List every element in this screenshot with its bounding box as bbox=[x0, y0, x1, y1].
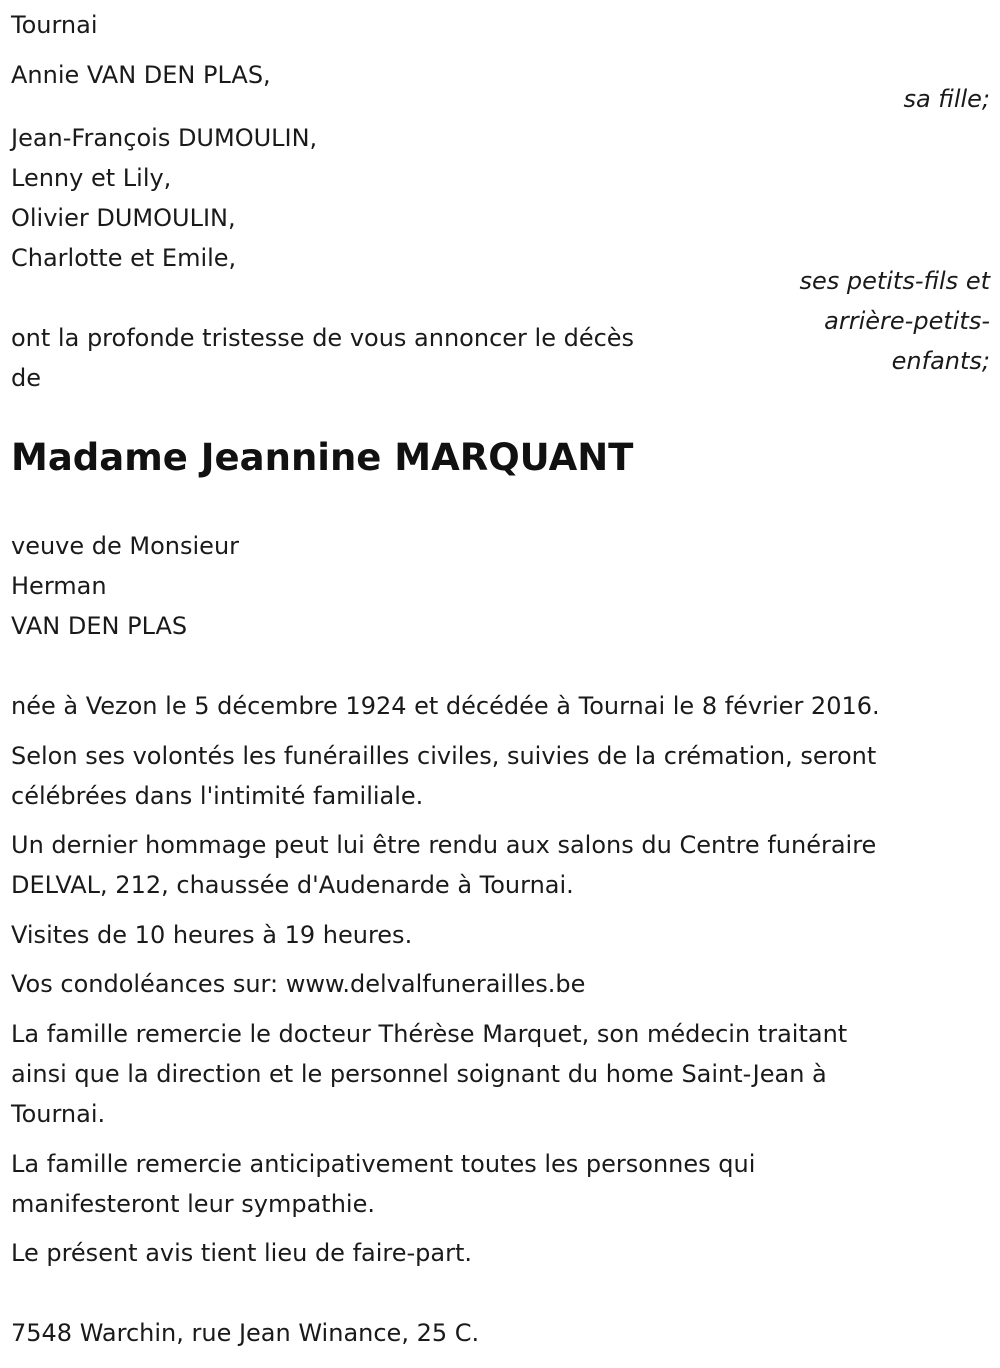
grandchildren-relation: ses petits-fils et bbox=[799, 267, 990, 295]
grandchild-name: Jean-François DUMOULIN, bbox=[11, 124, 318, 152]
birth-death-info: née à Vezon le 5 décembre 1924 et décédée à Tournai le 8 février 2016. bbox=[11, 692, 880, 720]
notice-statement: Le présent avis tient lieu de faire-part. bbox=[11, 1239, 473, 1267]
thanks-doctor: ainsi que la direction et le personnel soignant du home Saint-Jean à bbox=[11, 1060, 827, 1088]
thanks-doctor: La famille remercie le docteur Thérèse Marquet, son médecin traitant bbox=[11, 1020, 848, 1048]
tribute-info: DELVAL, 212, chaussée d'Audenarde à Tournai. bbox=[11, 871, 574, 899]
widow-of-line: Herman bbox=[11, 572, 107, 600]
tribute-info: Un dernier hommage peut lui être rendu aux salons du Centre funéraire bbox=[11, 831, 877, 859]
funeral-info: Selon ses volontés les funérailles civiles, suivies de la crémation, seront bbox=[11, 742, 877, 770]
thanks-doctor: Tournai. bbox=[11, 1100, 106, 1128]
address: 7548 Warchin, rue Jean Winance, 25 C. bbox=[11, 1319, 480, 1347]
city-heading: Tournai bbox=[11, 11, 98, 39]
announcement-text: ont la profonde tristesse de vous annoncer le décès bbox=[11, 324, 635, 352]
funeral-info: célébrées dans l'intimité familiale. bbox=[11, 782, 424, 810]
widow-of-line: VAN DEN PLAS bbox=[11, 612, 188, 640]
thanks-all: La famille remercie anticipativement toutes les personnes qui bbox=[11, 1150, 756, 1178]
deceased-name: Madame Jeannine MARQUANT bbox=[11, 436, 634, 479]
grandchildren-relation: enfants; bbox=[891, 347, 990, 375]
announcement-text: de bbox=[11, 364, 41, 392]
grandchildren-relation: arrière-petits- bbox=[824, 307, 990, 335]
visiting-hours: Visites de 10 heures à 19 heures. bbox=[11, 921, 413, 949]
grandchild-name: Olivier DUMOULIN, bbox=[11, 204, 236, 232]
daughter-relation: sa fille; bbox=[903, 85, 990, 113]
grandchild-name: Lenny et Lily, bbox=[11, 164, 172, 192]
widow-of-line: veuve de Monsieur bbox=[11, 532, 240, 560]
thanks-all: manifesteront leur sympathie. bbox=[11, 1190, 375, 1218]
grandchild-name: Charlotte et Emile, bbox=[11, 244, 237, 272]
condolences-info: Vos condoléances sur: www.delvalfunerailles.be bbox=[11, 970, 586, 998]
daughter-name: Annie VAN DEN PLAS, bbox=[11, 61, 271, 89]
